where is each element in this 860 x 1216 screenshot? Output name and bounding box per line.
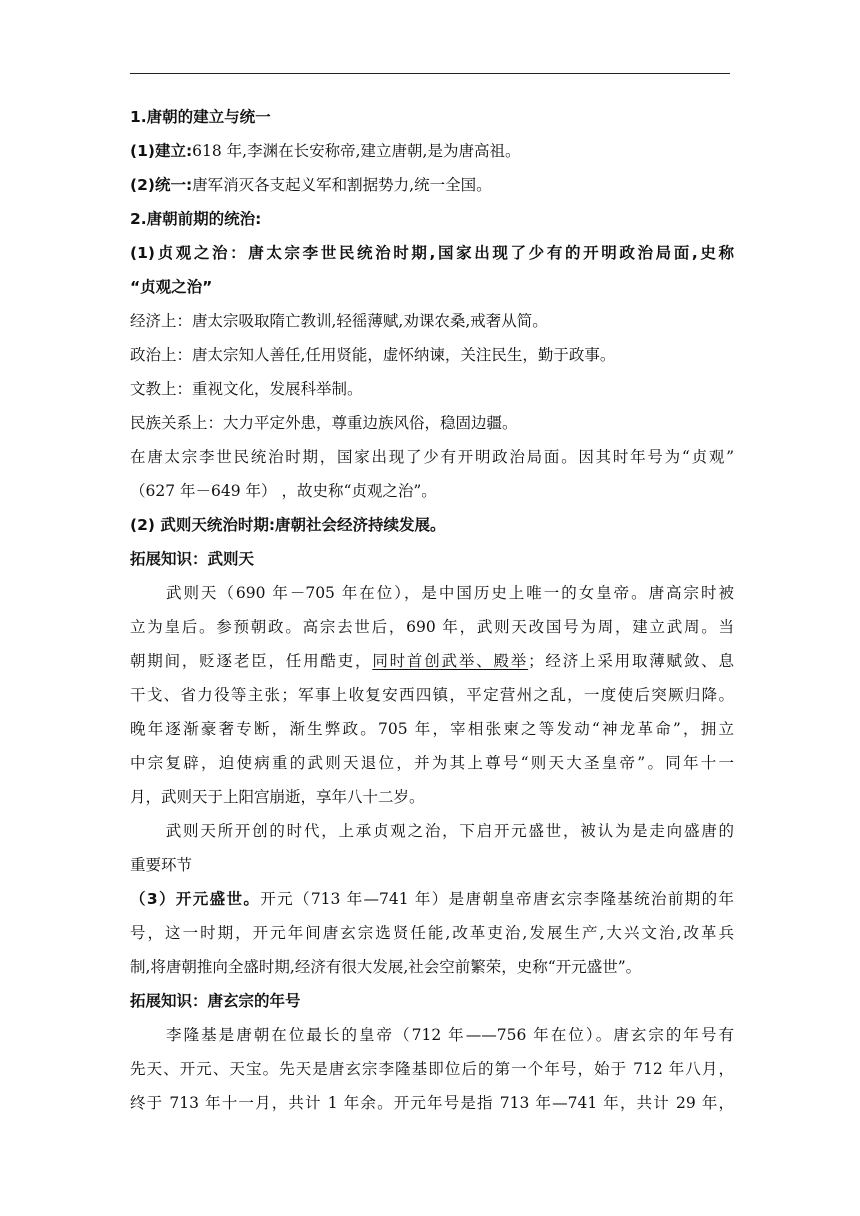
wuzetian-line-1 <box>130 576 734 610</box>
wuzetian-line-3-a: 朝期间，贬逐老臣，任用酷吏， <box>130 652 373 670</box>
wuzetian-p2-line-1 <box>130 814 734 848</box>
wuzetian-line-5: 晚年逐渐豪奢专断，渐生弊政。705 年，宰相张柬之等发动“神龙革命”，拥立 <box>130 720 734 738</box>
wuzetian-paragraph <box>130 576 734 814</box>
wuzetian-underlined-text: 同时首创武举、殿举 <box>372 652 529 670</box>
tongyi-line <box>130 168 734 202</box>
wuzetian-line-3 <box>130 644 734 678</box>
zhenguan-summary <box>130 440 734 508</box>
zhenguan-summary-line-2: （627 年－649 年） ，故史称“贞观之治”。 <box>130 482 437 500</box>
politics-line: 政治上：唐太宗知人善任,任用贤能，虚怀纳谏，关注民生，勤于政事。 <box>130 346 616 364</box>
economy-line: 经济上：唐太宗吸取隋亡教训,轻徭薄赋,劝课农桑,戒奢从简。 <box>130 312 548 330</box>
wuzetian-line-7: 月，武则天于上阳宫崩逝，享年八十二岁。 <box>130 788 425 806</box>
jianli-line <box>130 134 734 168</box>
wuzetian-p2-line-2: 重要环节 <box>130 856 193 874</box>
xuanzong-paragraph <box>130 1018 734 1120</box>
xuanzong-line-1-text: 李隆基是唐朝在位最长的皇帝（712 年——756 年在位）。唐玄宗的年号有 <box>164 1026 734 1044</box>
section-2-heading: 2.唐朝前期的统治: <box>130 210 262 228</box>
section-1-heading: 1.唐朝的建立与统一 <box>130 108 271 126</box>
wuzetian-paragraph-2 <box>130 814 734 882</box>
ethnic-line: 民族关系上：大力平定外患，尊重边族风俗，稳固边疆。 <box>130 414 518 432</box>
xuanzong-line-3: 终于 713 年十一月，共计 1 年余。开元年号是指 713 年—741 年，共计 29 年， <box>130 1094 734 1112</box>
kaiyuan-line-3: 制,将唐朝推向全盛时期,经济有很大发展,社会空前繁荣，史称“开元盛世”。 <box>130 958 642 976</box>
zhenguan-heading <box>130 236 734 304</box>
kaiyuan-line-1-text: 开元（713 年—741 年）是唐朝皇帝唐玄宗李隆基统治前期的年 <box>260 890 734 908</box>
wuzetian-line-2: 立为皇后。参预朝政。高宗去世后，690 年，武则天改国号为周，建立武周。当 <box>130 618 734 636</box>
wuzetian-heading: (2) 武则天统治时期:唐朝社会经济持续发展。 <box>130 516 446 534</box>
jianli-label: (1)建立: <box>130 142 193 160</box>
wuzetian-p2-line-1-text: 武则天所开创的时代，上承贞观之治，下启开元盛世，被认为是走向盛唐的 <box>164 822 734 840</box>
kaiyuan-paragraph <box>130 882 734 984</box>
xuanzong-line-1 <box>130 1018 734 1052</box>
jianli-text: 618 年,李渊在长安称帝,建立唐朝,是为唐高祖。 <box>192 142 521 160</box>
extension-2-heading: 拓展知识：唐玄宗的年号 <box>130 992 301 1010</box>
wuzetian-line-6: 中宗复辟，迫使病重的武则天退位，并为其上尊号“则天大圣皇帝”。同年十一 <box>130 754 734 772</box>
zhenguan-heading-line-1: (1)贞观之治：唐太宗李世民统治时期,国家出现了少有的开明政治局面,史称 <box>130 244 734 262</box>
kaiyuan-label: （3）开元盛世。 <box>130 890 261 908</box>
wuzetian-line-3-b: ；经济上采用取薄赋敛、息 <box>528 652 734 670</box>
header-rule <box>130 73 730 74</box>
tongyi-label: (2)统一: <box>130 176 193 194</box>
document-body <box>130 100 734 1120</box>
wuzetian-line-4: 干戈、省力役等主张；军事上收复安西四镇，平定营州之乱，一度使后突厥归降。 <box>130 686 734 704</box>
extension-1-heading: 拓展知识：武则天 <box>130 550 255 568</box>
xuanzong-line-2: 先天、开元、天宝。先天是唐玄宗李隆基即位后的第一个年号，始于 712 年八月， <box>130 1060 734 1078</box>
kaiyuan-line-2: 号，这一时期，开元年间唐玄宗选贤任能,改革吏治,发展生产,大兴文治,改革兵 <box>130 924 734 942</box>
kaiyuan-line-1 <box>130 882 734 916</box>
tongyi-text: 唐军消灭各支起义军和割据势力,统一全国。 <box>192 176 492 194</box>
culture-line: 文教上：重视文化，发展科举制。 <box>130 380 363 398</box>
zhenguan-heading-line-2: “贞观之治” <box>130 278 213 296</box>
wuzetian-line-1-text: 武则天（690 年－705 年在位），是中国历史上唯一的女皇帝。唐高宗时被 <box>164 584 734 602</box>
zhenguan-summary-line-1: 在唐太宗李世民统治时期，国家出现了少有开明政治局面。因其时年号为“贞观” <box>130 448 734 466</box>
